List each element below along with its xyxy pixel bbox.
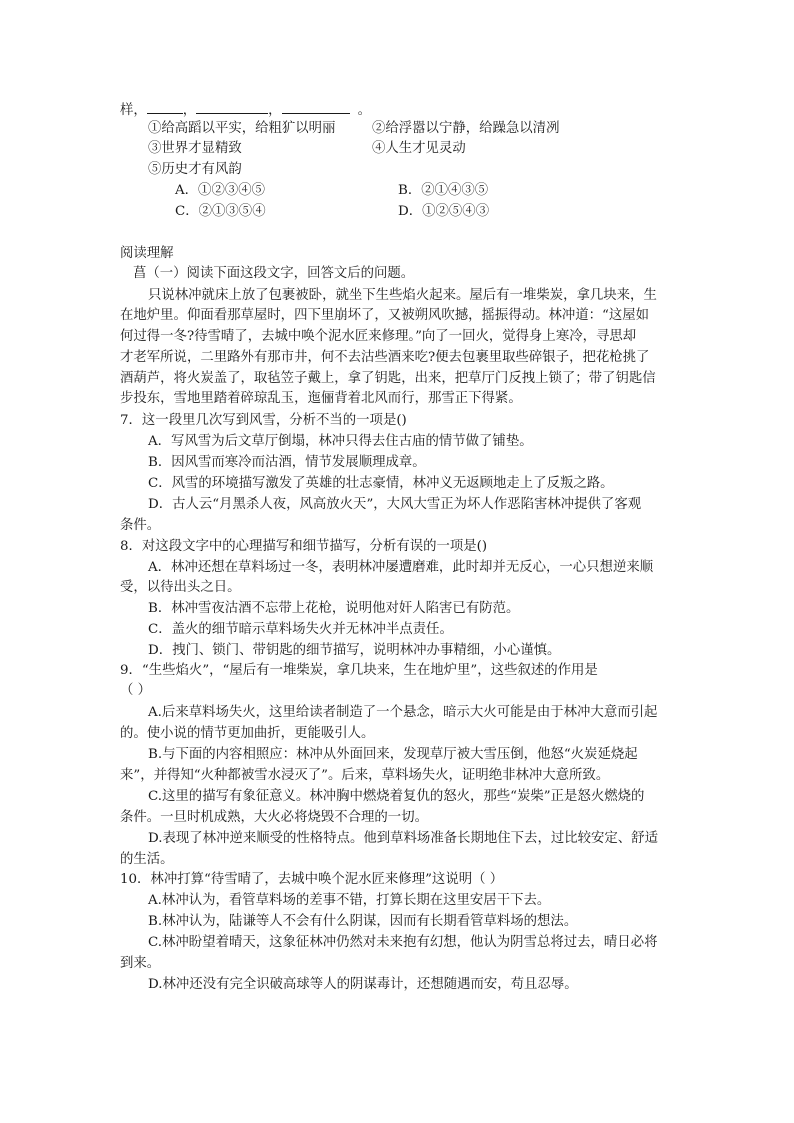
- question-9-option-c: C.这里的描写有象征意义。林冲胸中燃烧着复仇的怒火，那些“炭柴”正是怒火燃烧的: [148, 789, 645, 804]
- option-c: C．②①③⑤④: [175, 204, 266, 219]
- choice-item-5: ⑤历史才有风韵: [148, 162, 242, 177]
- question-9-option-c-cont: 条件。一旦时机成熟，大火必将烧毁不合理的一切。: [120, 810, 428, 825]
- question-9-option-a-cont: 的。使小说的情节更加曲折，更能吸引人。: [120, 726, 375, 741]
- question-9-option-b: B.与下面的内容相照应：林冲从外面回来，发现草厅被大雪压倒，他怒“火炭延烧起: [148, 747, 638, 762]
- question-8-stem: 8．对这段文字中的心理描写和细节描写，分析有误的一项是(): [120, 539, 488, 554]
- period: 。: [357, 103, 371, 118]
- question-7-option-d: D．古人云“月黑杀人夜，风高放火天”，大风大雪正为坏人作恶陷害林冲提供了客观: [148, 497, 642, 512]
- question-10-option-c-cont: 到来。: [120, 956, 161, 971]
- question-9-stem-cont: （ ）: [120, 683, 152, 698]
- passage-line: 何过得一冬?待雪晴了，去城中唤个泥水匠来修理。”向了一回火，觉得身上寒冷，寻思却: [120, 329, 637, 344]
- question-7-option-a: A．写风雪为后文草厅倒塌，林冲只得去住古庙的情节做了铺垫。: [148, 434, 533, 449]
- passage-line: 酒葫芦，将火炭盖了，取毡笠子戴上，拿了钥匙，出来，把草厅门反拽上锁了；带了钥匙信: [120, 371, 656, 386]
- question-8-option-d: D．拽门、锁门、带钥匙的细节描写，说明林冲办事精细，小心谨慎。: [148, 643, 561, 658]
- choice-item-1: ①给高蹈以平实，给粗犷以明丽: [148, 121, 336, 136]
- question-10-option-c: C.林冲盼望着晴天，这象征林冲仍然对未来抱有幻想，他认为阴雪总将过去，晴日必将: [148, 935, 658, 950]
- answer-blank-3: [282, 99, 350, 114]
- question-10-stem: 10．林冲打算“待雪晴了，去城中唤个泥水匠来修理”这说明（ ）: [120, 872, 504, 887]
- passage-line: 才老军所说，二里路外有那市井，何不去沽些酒来吃?便去包裹里取些碎银子，把花枪挑了: [120, 350, 650, 365]
- section-title: 阅读理解: [120, 246, 174, 261]
- choice-item-3: ③世界才显精致: [148, 141, 242, 156]
- question-10-option-a: A.林冲认为，看管草料场的差事不错，打算长期在这里安居干下去。: [148, 893, 551, 908]
- lead-text: 样，: [120, 103, 147, 118]
- choice-item-2: ②给浮嚣以宁静，给躁急以清冽: [372, 121, 560, 136]
- question-8-option-a-cont: 受，以待出头之日。: [120, 580, 241, 595]
- passage-intro: 菖（一）阅读下面这段文字，回答文后的问题。: [133, 266, 415, 281]
- passage-line: 只说林冲就床上放了包裹被卧，就坐下生些焰火起来。屋后有一堆柴炭，拿几块来，生: [148, 288, 657, 303]
- choice-item-4: ④人生才见灵动: [372, 141, 466, 156]
- question-8-option-c: C．盖火的细节暗示草料场失火并无林冲半点责任。: [148, 622, 453, 637]
- question-9-stem: 9．“生些焰火”，“屋后有一堆柴炭，拿几块来，生在地炉里”，这些叙述的作用是: [120, 663, 598, 678]
- passage-line: 步投东，雪地里踏着碎琼乱玉，迤俪背着北风而行，那雪正下得紧。: [120, 391, 522, 406]
- question-10-option-b: B.林冲认为，陆谦等人不会有什么阴谋，因而有长期看管草料场的想法。: [148, 914, 578, 929]
- question-7-option-b: B．因风雪而寒冷而沽酒，情节发展顺理成章。: [148, 455, 426, 470]
- question-7-option-c: C．风雪的环境描写激发了英雄的壮志豪情，林冲义无返顾地走上了反叛之路。: [148, 476, 614, 491]
- question-10-option-d: D.林冲还没有完全识破高球等人的阴谋毒计，还想随遇而安，苟且忍辱。: [148, 977, 578, 992]
- question-9-option-b-cont: 来”，并得知“火种都被雪水浸灭了”。后来，草料场失火，证明绝非林冲大意所致。: [120, 768, 610, 783]
- question-7-option-d-cont: 条件。: [120, 518, 161, 533]
- option-b: B．②①④③⑤: [398, 183, 489, 198]
- question-8-option-a: A．林冲还想在草料场过一冬，表明林冲屡遭磨难，此时却并无反心，一心只想逆来顺: [148, 560, 654, 575]
- question-7-stem: 7．这一段里几次写到风雪，分析不当的一项是(): [120, 413, 407, 428]
- passage-line: 在地炉里。仰面看那草屋时，四下里崩坏了，又被朔风吹撼，摇振得动。林冲道：“这屋如: [120, 308, 650, 323]
- separator: ，: [182, 103, 197, 118]
- question-9-option-a: A.后来草料场失火，这里给读者制造了一个悬念，暗示大火可能是由于林冲大意而引起: [148, 705, 658, 720]
- separator: ，: [268, 103, 282, 118]
- question-8-option-b: B．林冲雪夜沽酒不忘带上花枪，说明他对奸人陷害已有防范。: [148, 601, 520, 616]
- question-9-option-d-cont: 的生活。: [120, 852, 174, 867]
- question-9-option-d: D.表现了林冲逆来顺受的性格特点。他到草料场准备长期地住下去，过比较安定、舒适: [148, 831, 658, 846]
- answer-blank-1: [147, 99, 183, 114]
- fill-in-line: [120, 99, 371, 121]
- option-d: D．①②⑤④③: [398, 204, 490, 219]
- answer-blank-2: [196, 99, 268, 114]
- option-a: A．①②③④⑤: [175, 183, 266, 198]
